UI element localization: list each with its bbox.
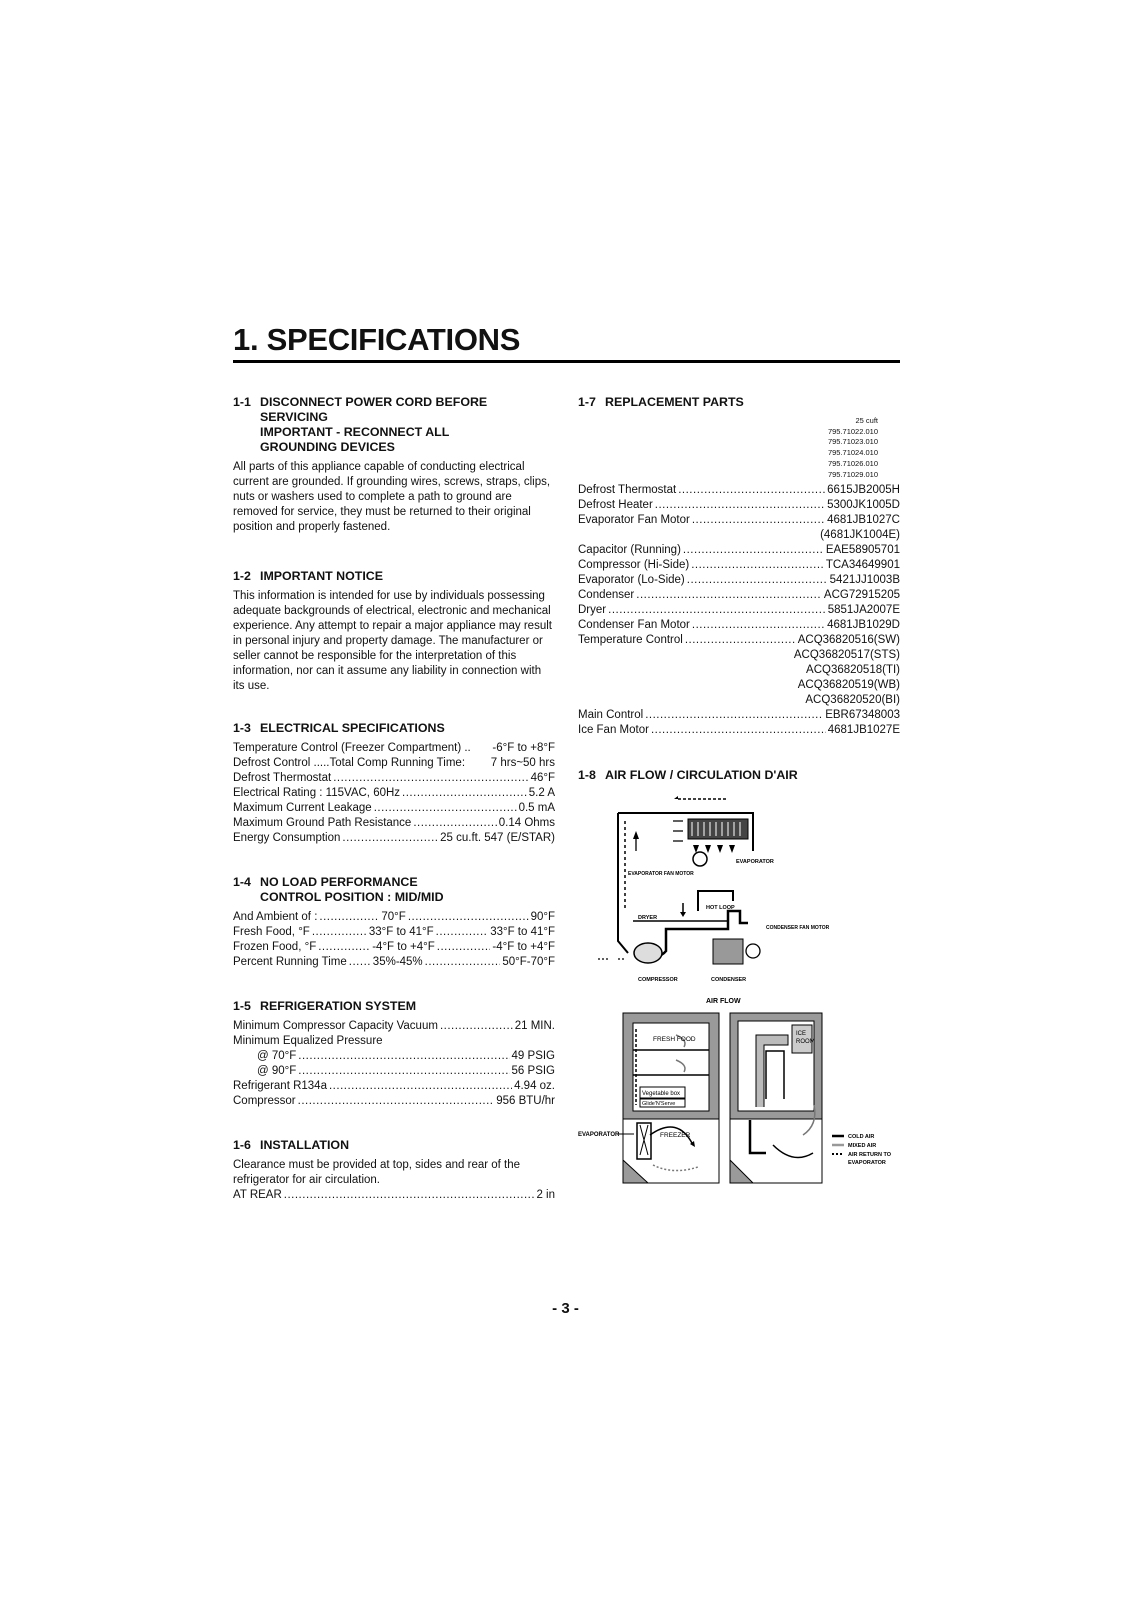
svg-text:Vegetable box: Vegetable box <box>642 1091 681 1098</box>
part-row: Condenser Fan Motor ..... 4681JB1029D <box>578 618 900 633</box>
spec-row: @ 90°F ..... 56 PSIG <box>233 1064 555 1079</box>
part-row: Evaporator Fan Motor ..... 4681JB1027C <box>578 513 900 528</box>
performance-row: Fresh Food, °F ..... 33°F to 41°F ..... 33°F to 41°F <box>233 925 555 940</box>
title-rule <box>233 360 900 363</box>
svg-text:COLD AIR: COLD AIR <box>848 1134 875 1141</box>
svg-text:COMPRESSOR: COMPRESSOR <box>638 977 678 984</box>
section-no-load-performance <box>233 875 555 970</box>
part-row: Main Control ..... EBR67348003 <box>578 708 900 723</box>
spec-row: Maximum Current Leakage ..... 0.5 mA <box>233 801 555 816</box>
part-row: Compressor (Hi-Side) ..... TCA34649901 <box>578 558 900 573</box>
spec-row: Compressor ..... 956 BTU/hr <box>233 1094 555 1109</box>
svg-text:HOT LOOP: HOT LOOP <box>706 905 735 912</box>
section-heading: 1-3 ELECTRICAL SPECIFICATIONS <box>233 721 445 735</box>
spec-row: Temperature Control (Freezer Compartment) .. -6°F to +8°F <box>233 742 555 754</box>
spec-row: Defrost Control .....Total Comp Running Time: 7 hrs~50 hrs <box>233 757 555 769</box>
svg-text:DRYER: DRYER <box>638 915 658 922</box>
part-alt: ACQ36820518(TI) <box>806 664 900 677</box>
section-body: All parts of this appliance capable of conducting electrical current are grounded. If grounding wires, screws, straps, clips, nuts or washers used to complete a path to ground are removed for service, they must be returned to their original position and properly fastened. <box>233 461 551 533</box>
svg-text:Glide'N'Serve: Glide'N'Serve <box>642 1101 676 1108</box>
spec-row: @ 70°F ..... 49 PSIG <box>233 1049 555 1064</box>
spec-row: AT REAR ..... 2 in <box>233 1188 555 1203</box>
section-heading: 1-1 DISCONNECT POWER CORD BEFORE SERVICING IMPORTANT - RECONNECT ALL GROUNDING DEVICES <box>233 395 488 454</box>
fan-motor-icon <box>693 852 707 866</box>
evaporator-coil <box>688 819 748 839</box>
section-installation <box>233 1138 555 1203</box>
svg-text:FRESH FOOD: FRESH FOOD <box>653 1036 696 1044</box>
part-alt: ACQ36820517(STS) <box>793 649 900 662</box>
svg-text:AIR FLOW: AIR FLOW <box>706 998 741 1006</box>
svg-text:EVAPORATOR: EVAPORATOR <box>736 859 774 866</box>
svg-text:ICE: ICE <box>796 1031 807 1038</box>
svg-text:FREEZER: FREEZER <box>660 1132 691 1140</box>
spec-row: Maximum Ground Path Resistance ..... 0.14 Ohms <box>233 816 555 831</box>
section-heading: 1-4 NO LOAD PERFORMANCE CONTROL POSITION : MID/MID <box>233 875 444 904</box>
svg-text:ROOM: ROOM <box>796 1039 815 1046</box>
spec-row: Electrical Rating : 115VAC, 60Hz ..... 5.2 A <box>233 786 555 801</box>
section-disconnect-power <box>233 395 555 535</box>
section-air-flow <box>578 768 900 1195</box>
left-column <box>233 395 555 1203</box>
section-refrigeration-system <box>233 999 555 1109</box>
svg-text:MIXED AIR: MIXED AIR <box>848 1143 877 1150</box>
spec-row: Energy Consumption ..... 25 cu.ft. 547 (E/STAR) <box>233 831 555 846</box>
performance-row: Percent Running Time ..... 35%-45% ..... 50°F-70°F <box>233 955 555 970</box>
right-column <box>578 395 900 1195</box>
air-flow-diagram <box>578 995 900 1195</box>
section-heading: 1-7 REPLACEMENT PARTS <box>578 395 744 409</box>
spec-row: Minimum Equalized Pressure <box>233 1035 383 1047</box>
part-row: Capacitor (Running) ..... EAE58905701 <box>578 543 900 558</box>
section-heading: 1-2 IMPORTANT NOTICE <box>233 569 383 583</box>
part-row: Evaporator (Lo-Side) ..... 5421JJ1003B <box>578 573 900 588</box>
section-replacement-parts <box>578 395 900 738</box>
section-electrical-specs <box>233 721 555 846</box>
section-body: Clearance must be provided at top, sides and rear of the refrigerator for air circulation. <box>233 1159 521 1186</box>
part-alt: ACQ36820519(WB) <box>797 679 900 692</box>
part-alt: ACQ36820520(BI) <box>805 694 900 707</box>
section-heading: 1-6 INSTALLATION <box>233 1138 350 1152</box>
refrigeration-cycle-diagram <box>578 791 900 1001</box>
part-row: Defrost Heater ..... 5300JK1005D <box>578 498 900 513</box>
svg-text:CONDENSER FAN MOTOR: CONDENSER FAN MOTOR <box>766 925 830 932</box>
part-alt: (4681JK1004E) <box>820 529 900 542</box>
section-heading: 1-5 REFRIGERATION SYSTEM <box>233 999 417 1013</box>
performance-row: And Ambient of : ..... 70°F ..... 90°F <box>233 910 555 925</box>
performance-row: Frozen Food, °F ..... -4°F to +4°F ..... -4°F to +4°F <box>233 940 555 955</box>
svg-text:CONDENSER: CONDENSER <box>711 977 747 984</box>
section-important-notice <box>233 569 555 694</box>
spec-row: Defrost Thermostat ..... 46°F <box>233 771 555 786</box>
page-number: - 3 - <box>552 1300 579 1317</box>
svg-text:EVAPORATOR FAN MOTOR: EVAPORATOR FAN MOTOR <box>628 871 694 878</box>
section-body: This information is intended for use by individuals possessing adequate backgrounds of electrical, electronic and mechanical experience. Any attempt to repair a major appliance may result in personal injury and property damage. The manufacturer or seller cannot be responsible for the interpretation of this information, nor can it assume any liability in connection with its use. <box>233 590 552 692</box>
model-list: 25 cuft 795.71022.010 795.71023.010 795.71024.010 795.71026.010 795.71029.010 <box>827 416 878 479</box>
svg-text:EVAPORATOR: EVAPORATOR <box>578 1132 620 1139</box>
part-row: Defrost Thermostat ..... 6615JB2005H <box>578 483 900 498</box>
condenser-icon <box>713 939 743 964</box>
section-heading: 1-8 AIR FLOW / CIRCULATION D'AIR <box>578 768 798 783</box>
part-row: Dryer ..... 5851JA2007E <box>578 603 900 618</box>
spec-row: Refrigerant R134a ..... 4.94 oz. <box>233 1079 555 1094</box>
svg-text:EVAPORATOR: EVAPORATOR <box>848 1160 886 1167</box>
part-row: Ice Fan Motor ..... 4681JB1027E <box>578 723 900 738</box>
parts-list <box>578 483 900 738</box>
svg-text:AIR RETURN TO: AIR RETURN TO <box>848 1152 891 1159</box>
page-title: 1. SPECIFICATIONS <box>233 322 521 357</box>
air-flow-legend <box>832 1134 892 1166</box>
part-row: Temperature Control ..... ACQ36820516(SW) <box>578 633 900 648</box>
compressor-icon <box>634 943 662 963</box>
fresh-food-cabinet <box>623 1013 719 1183</box>
ice-room-cabinet <box>730 1013 822 1183</box>
spec-row: Minimum Compressor Capacity Vacuum ..... 21 MIN. <box>233 1019 555 1034</box>
part-row: Condenser ..... ACG72915205 <box>578 588 900 603</box>
